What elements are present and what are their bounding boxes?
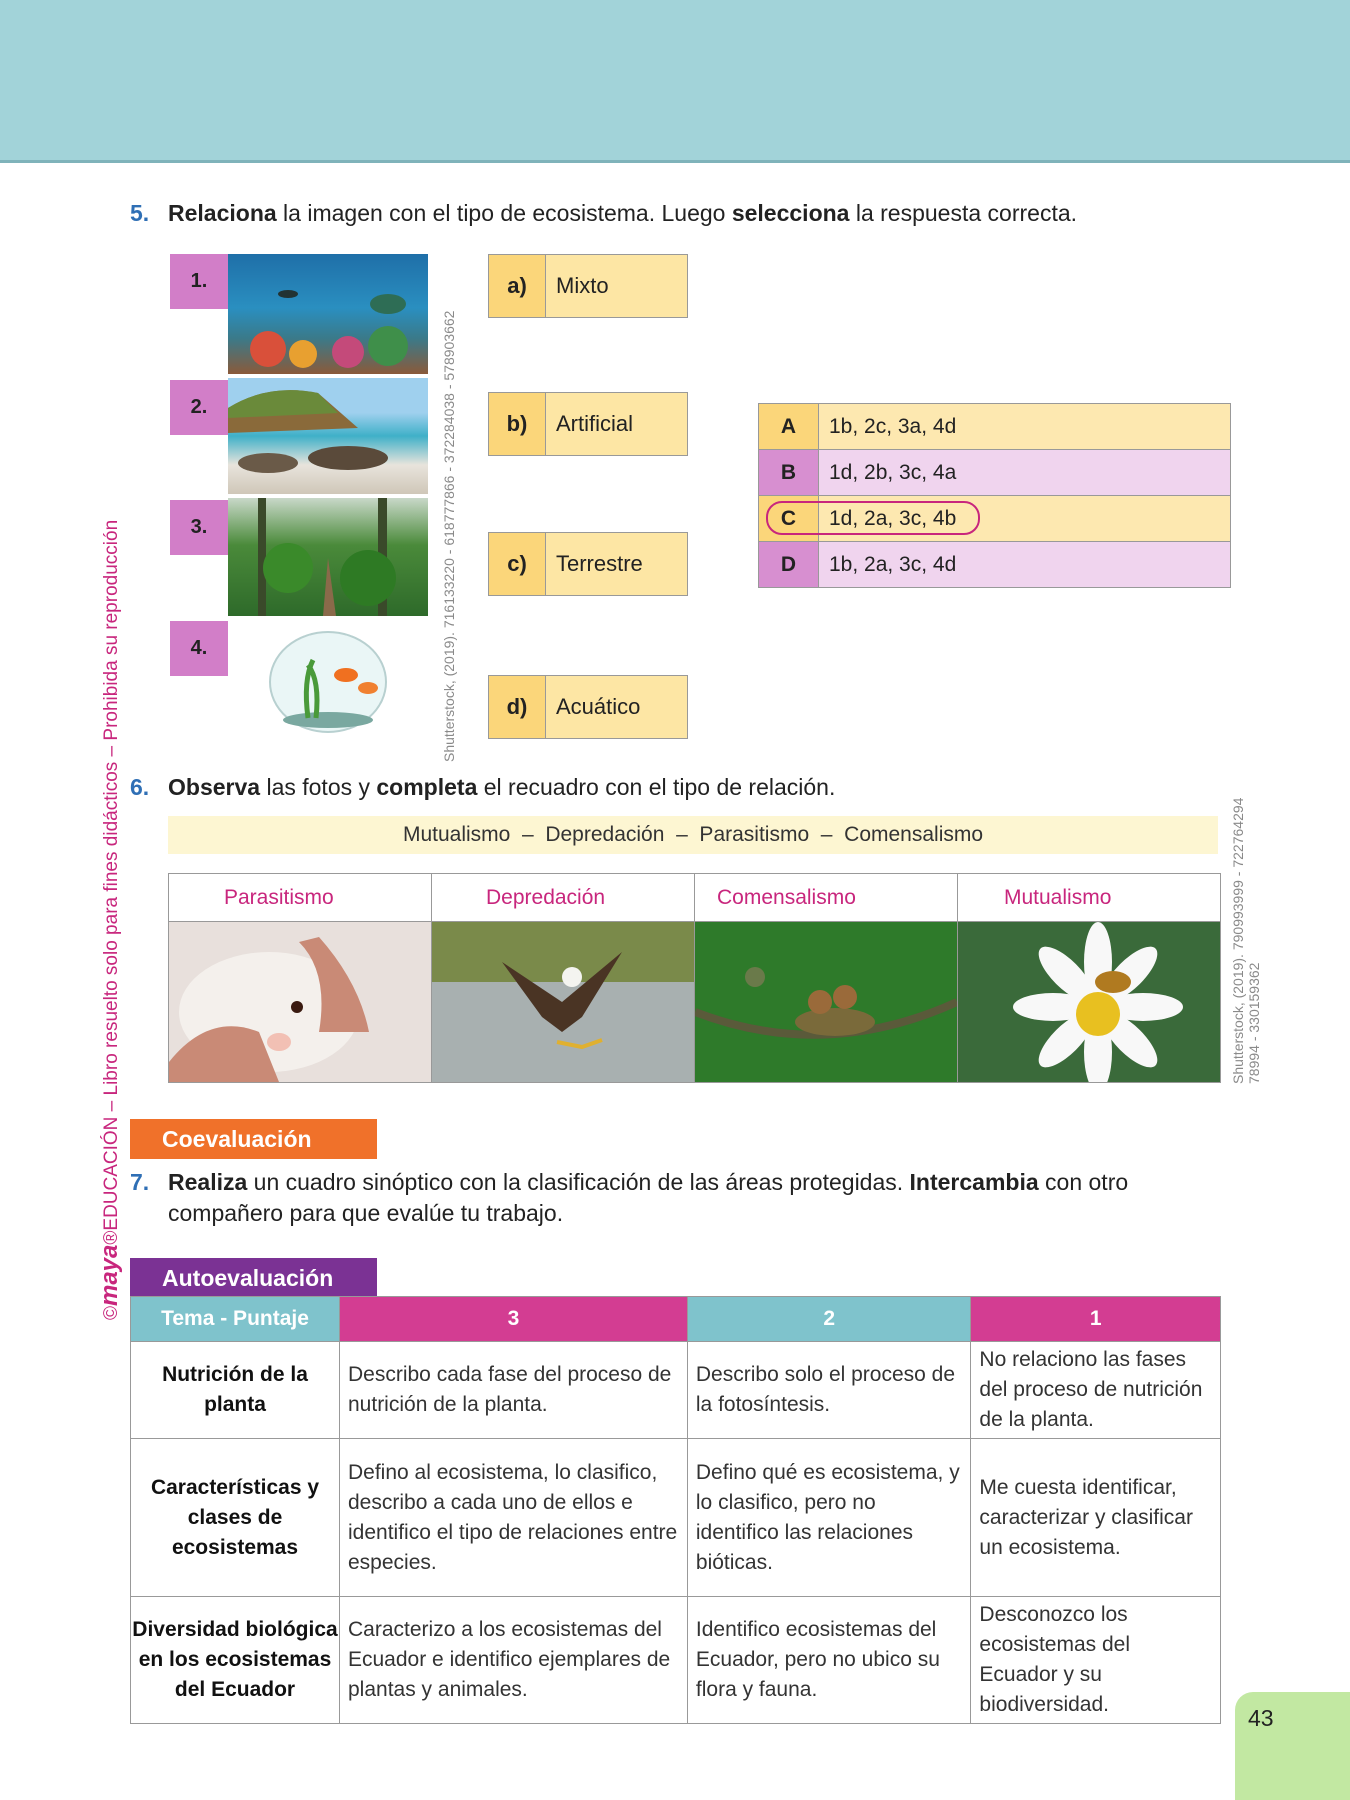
answer-key: A — [759, 404, 819, 450]
row-topic: Características y clases de ecosistemas — [131, 1439, 340, 1597]
option-label: Terrestre — [556, 551, 643, 576]
row-topic: Nutrición de la planta — [131, 1342, 340, 1439]
photo-credit-q5: Shutterstock, (2019). 716133220 - 618777866 - 372284038 - 578903662 — [441, 310, 457, 762]
option-letter: d) — [489, 676, 546, 738]
question-number: 5. — [130, 200, 150, 226]
question-5 — [130, 198, 1078, 229]
rubric-cell: Defino qué es ecosistema, y lo clasifico, pero no identifico las relaciones bióticas. — [687, 1439, 971, 1597]
answer-key: C — [759, 496, 819, 542]
credit-line: Shutterstock, (2019). 790993999 - 722764294 — [1230, 797, 1246, 1084]
header-topic: Tema - Puntaje — [131, 1297, 340, 1342]
instruction-text: las fotos y — [260, 774, 377, 800]
instruction-verb: Relaciona — [168, 200, 277, 226]
eagle-photo — [432, 922, 695, 1083]
instruction-text: un cuadro sinóptico con la clasificación de las áreas protegidas. — [247, 1169, 910, 1195]
option-c — [488, 532, 688, 596]
birds-nest-photo — [695, 922, 958, 1083]
instruction-verb: Intercambia — [909, 1169, 1039, 1195]
question-7 — [130, 1167, 1198, 1229]
image-tag-3: 3. — [170, 500, 228, 555]
answer-row-a[interactable] — [759, 404, 1231, 450]
option-b — [488, 392, 688, 456]
instruction-verb: selecciona — [731, 200, 850, 226]
instruction-verb: Realiza — [168, 1169, 248, 1195]
selected-answer-circle — [766, 501, 980, 535]
tick-photo — [169, 922, 432, 1083]
answer-parasitismo[interactable]: Parasitismo — [169, 874, 432, 922]
rubric-cell: Desconozco los ecosistemas del Ecuador y su biodiversidad. — [971, 1597, 1221, 1724]
option-label: Artificial — [556, 411, 634, 436]
top-band — [0, 0, 1350, 163]
coevaluacion-heading: Coevaluación — [130, 1119, 377, 1159]
question-number: 7. — [130, 1169, 150, 1195]
answer-row-b[interactable] — [759, 450, 1231, 496]
bee-flower-photo — [958, 922, 1221, 1083]
instruction-text: el recuadro con el tipo de relación. — [477, 774, 836, 800]
credit-line: 78994 - 330159362 — [1246, 962, 1262, 1084]
image-tag-2: 2. — [170, 380, 228, 435]
rubric-cell: Describo cada fase del proceso de nutrición de la planta. — [340, 1342, 688, 1439]
brand-logo: maya — [96, 1244, 123, 1306]
rubric-cell: Describo solo el proceso de la fotosíntesis. — [687, 1342, 971, 1439]
photo-credit-q6 — [1230, 798, 1262, 1084]
copyright-sidebar — [96, 520, 124, 1320]
answer-value: 1b, 2c, 3a, 4d — [819, 404, 1231, 450]
answer-depredacion[interactable]: Depredación — [432, 874, 695, 922]
copyright-text: ®EDUCACIÓN – Libro resuelto solo para fines didácticos – Prohibida su reproducción — [101, 519, 122, 1245]
rubric-cell: Identifico ecosistemas del Ecuador, pero no ubico su flora y fauna. — [687, 1597, 971, 1724]
forest-photo — [228, 498, 428, 616]
option-a — [488, 254, 688, 318]
answer-key: D — [759, 542, 819, 588]
answer-mutualismo[interactable]: Mutualismo — [958, 874, 1221, 922]
instruction-text: con otro compañero para que evalúe tu trabajo. — [168, 1169, 1129, 1226]
instruction-text: la imagen con el tipo de ecosistema. Luego — [276, 200, 732, 226]
option-label: Mixto — [556, 273, 609, 298]
answer-key: B — [759, 450, 819, 496]
instruction-verb: completa — [376, 774, 478, 800]
option-letter: a) — [489, 255, 546, 317]
rubric-cell: Defino al ecosistema, lo clasifico, describo a cada uno de ellos e identifico el tipo de relaciones entre especies. — [340, 1439, 688, 1597]
coast-photo — [228, 378, 428, 494]
image-tag-4: 4. — [170, 621, 228, 676]
answer-value: 1d, 2a, 3c, 4b — [819, 496, 1231, 542]
row-topic: Diversidad biológica en los ecosistemas del Ecuador — [131, 1597, 340, 1724]
rubric-cell: Me cuesta identificar, caracterizar y clasificar un ecosistema. — [971, 1439, 1221, 1597]
page-number: 43 — [1248, 1705, 1274, 1731]
answer-row-d[interactable] — [759, 542, 1231, 588]
copyright-symbol: © — [101, 1306, 122, 1320]
rubric-cell: No relaciono las fases del proceso de nutrición de la planta. — [971, 1342, 1221, 1439]
instruction-verb: Observa — [168, 774, 261, 800]
answer-value: 1b, 2a, 3c, 4d — [819, 542, 1231, 588]
header-score-2: 2 — [687, 1297, 971, 1342]
instruction-text: la respuesta correcta. — [849, 200, 1078, 226]
answer-value: 1d, 2b, 3c, 4a — [819, 450, 1231, 496]
coral-reef-photo — [228, 254, 428, 374]
option-letter: b) — [489, 393, 546, 455]
fishbowl-photo — [228, 620, 428, 738]
autoevaluacion-heading: Autoevaluación — [130, 1258, 377, 1298]
option-d — [488, 675, 688, 739]
option-label: Acuático — [556, 694, 641, 719]
word-bank: Mutualismo – Depredación – Parasitismo – Comensalismo — [168, 816, 1218, 854]
image-tag-1: 1. — [170, 254, 228, 309]
rubric-row — [131, 1597, 1221, 1724]
relations-table — [168, 873, 1221, 1083]
option-letter: c) — [489, 533, 546, 595]
rubric-row — [131, 1342, 1221, 1439]
header-score-3: 3 — [340, 1297, 688, 1342]
answer-comensalismo[interactable]: Comensalismo — [695, 874, 958, 922]
autoevaluacion-rubric — [130, 1296, 1221, 1724]
answer-choices-table — [758, 403, 1231, 588]
question-number: 6. — [130, 774, 150, 800]
rubric-cell: Caracterizo a los ecosistemas del Ecuador e identifico ejemplares de plantas y animales. — [340, 1597, 688, 1724]
rubric-row — [131, 1439, 1221, 1597]
header-score-1: 1 — [971, 1297, 1221, 1342]
question-6 — [130, 772, 836, 803]
